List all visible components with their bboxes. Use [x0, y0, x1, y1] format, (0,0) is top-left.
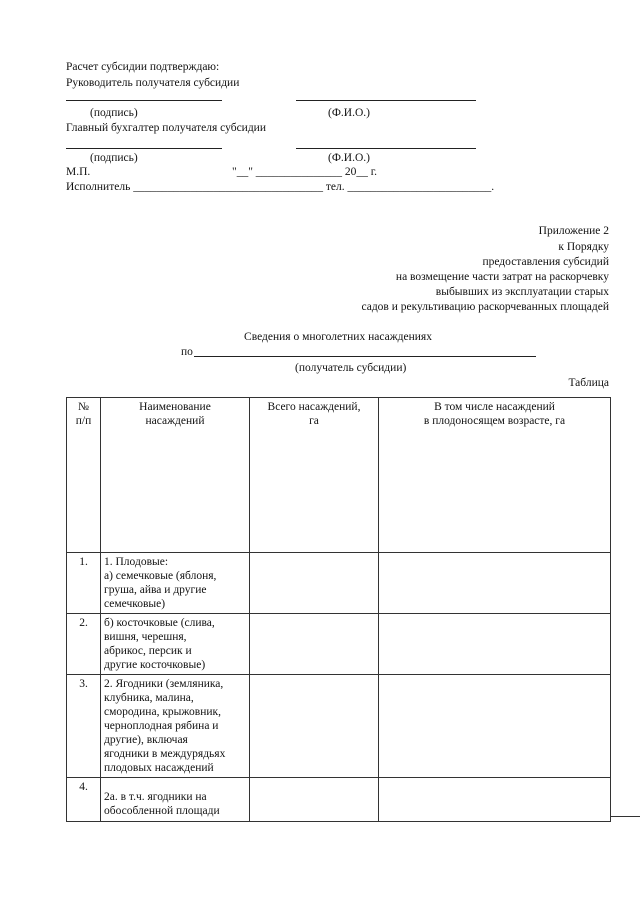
recipient-label: (получатель субсидии) [295, 362, 407, 374]
accountant-signature-line[interactable] [66, 148, 222, 149]
appendix-line-4: на возмещение части затрат на раскорчевку [395, 271, 609, 283]
head-signature-label: (подпись) [90, 107, 138, 119]
head-fio-label: (Ф.И.О.) [328, 107, 370, 119]
appendix-line-5: выбывших из эксплуатации старых [435, 286, 609, 298]
row-total-cell[interactable] [250, 778, 379, 822]
appendix-line-1: Приложение 2 [538, 225, 609, 237]
header-num: № п/п [67, 398, 101, 553]
appendix-line-6: садов и рекультивацию раскорчеванных площадей [361, 301, 609, 313]
confirm-text: Расчет субсидии подтверждаю: [66, 61, 220, 73]
row-fruiting-cell[interactable] [379, 675, 611, 778]
by-prefix: по [181, 346, 193, 358]
row-name: 1. Плодовые: а) семечковые (яблоня, груша, айва и другие семечковые) [101, 553, 250, 614]
table-label: Таблица [568, 377, 609, 389]
header-total: Всего насаждений, га [250, 398, 379, 553]
head-fio-line[interactable] [296, 100, 476, 101]
recipient-line[interactable] [194, 356, 536, 357]
row-num: 2. [67, 614, 101, 675]
accountant-signature-label: (подпись) [90, 152, 138, 164]
accountant-fio-label: (Ф.И.О.) [328, 152, 370, 164]
date-line[interactable]: "__" _______________ 20__ г. [232, 166, 378, 178]
table-row [67, 778, 611, 822]
row-num: 4. [67, 778, 101, 822]
plantings-table [66, 397, 611, 822]
row-num: 1. [67, 553, 101, 614]
executor-line[interactable]: Исполнитель _________________________________ тел. _________________________. [66, 181, 495, 193]
table-row [67, 614, 611, 675]
row-num: 3. [67, 675, 101, 778]
appendix-line-2: к Порядку [558, 241, 609, 253]
row-name: 2. Ягодники (земляника, клубника, малина, смородина, крыжовник, черноплодная рябина и другие), включая ягодники в междурядьях плодовых насаждений [101, 675, 250, 778]
header-row [67, 398, 611, 553]
row-fruiting-cell[interactable] [379, 614, 611, 675]
row-total-cell[interactable] [250, 553, 379, 614]
accountant-title: Главный бухгалтер получателя субсидии [66, 122, 266, 134]
table-row [67, 675, 611, 778]
stamp-mp: М.П. [66, 166, 91, 178]
header-name: Наименование насаждений [101, 398, 250, 553]
table-row [67, 553, 611, 614]
row-total-cell[interactable] [250, 675, 379, 778]
row-name: 2а. в т.ч. ягодники на обособленной площади [101, 778, 250, 822]
row-name: б) косточковые (слива, вишня, черешня, абрикос, персик и другие косточковые) [101, 614, 250, 675]
row-total-cell[interactable] [250, 614, 379, 675]
appendix-line-3: предоставления субсидий [482, 256, 609, 268]
row-fruiting-cell[interactable] [379, 553, 611, 614]
table-extension-line [610, 816, 640, 817]
accountant-fio-line[interactable] [296, 148, 476, 149]
head-signature-line[interactable] [66, 100, 222, 101]
document-heading: Сведения о многолетних насаждениях [244, 331, 432, 343]
row-fruiting-cell[interactable] [379, 778, 611, 822]
header-fruiting: В том числе насаждений в плодоносящем возрасте, га [379, 398, 611, 553]
head-title: Руководитель получателя субсидии [66, 77, 240, 89]
